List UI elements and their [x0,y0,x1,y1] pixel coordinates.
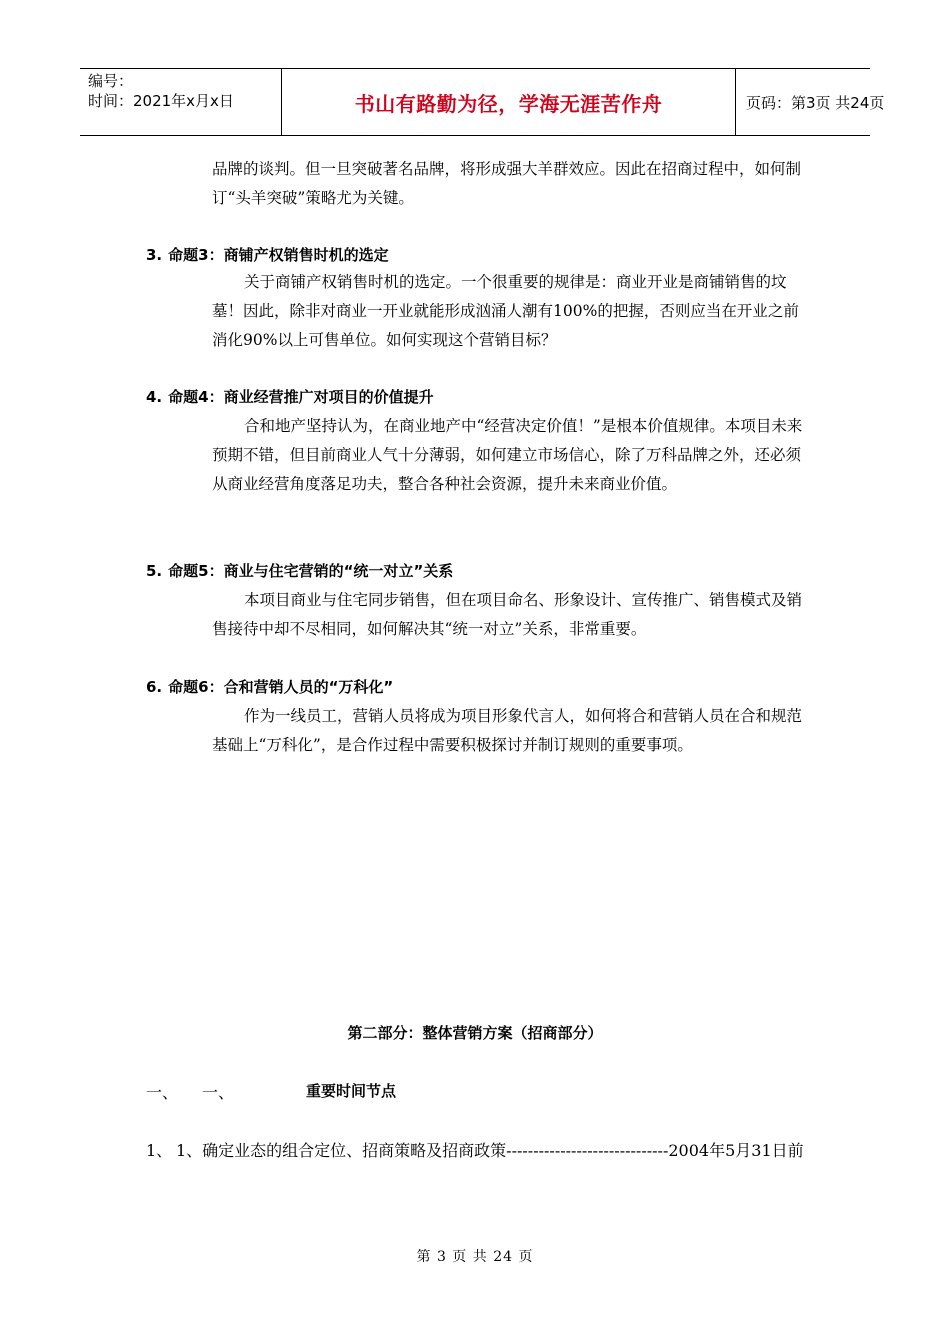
page-footer: 第 3 页 共 24 页 [416,1249,534,1265]
proposition-number: 4. [146,388,163,406]
proposition-heading [146,244,389,265]
proposition-body: 作为一线员工，营销人员将成为项目形象代言人，如何将合和营销人员在合和规范基础上“万科化”，是合作过程中需要积极探讨并制订规则的重要事项。 [212,707,803,754]
proposition-heading [146,676,393,697]
proposition-number: 3. [146,246,163,264]
part-title: 第二部分：整体营销方案（招商部分） [347,1024,603,1042]
list-marker: 1、 [146,1141,173,1160]
proposition-title: 命题4：商业经营推广对项目的价值提升 [168,388,434,406]
page-label: 页码：第3页 共24页 [746,93,885,112]
proposition-heading [146,386,434,407]
proposition-title: 命题6：合和营销人员的“万科化” [168,678,394,696]
proposition-title: 命题3：商铺产权销售时机的选定 [168,246,389,264]
page-header [80,68,885,136]
intro-paragraph: 品牌的谈判。但一旦突破著名品牌，将形成强大羊群效应。因此在招商过程中，如何制订“头羊突破”策略尤为关键。 [212,160,802,207]
section-marker: 一、 [202,1083,235,1102]
section-title: 重要时间节点 [306,1082,397,1100]
proposition-title: 命题5：商业与住宅营销的“统一对立”关系 [168,562,454,580]
section-marker: 一、 [146,1083,179,1102]
proposition-number: 5. [146,562,163,580]
proposition-heading [146,560,453,581]
proposition-number: 6. [146,678,163,696]
motto: 书山有路勤为径，学海无涯苦作舟 [354,91,663,116]
header-motto-cell [282,69,736,135]
proposition-body: 关于商铺产权销售时机的选定。一个很重要的规律是：商业开业是商铺销售的坟墓！因此，除非对商业一开业就能形成汹涌人潮有100%的把握，否则应当在开业之前消化90%以上可售单位。如何实现这个营销目标？ [212,273,799,349]
time-label: 时间：2021年x月x日 [88,92,234,110]
proposition-body: 本项目商业与住宅同步销售，但在项目命名、形象设计、宣传推广、销售模式及销售接待中却不尽相同，如何解决其“统一对立”关系，非常重要。 [212,591,803,638]
number-label: 编号： [88,72,134,90]
proposition-body: 合和地产坚持认为，在商业地产中“经营决定价值！”是根本价值规律。本项目未来预期不错，但目前商业人气十分薄弱，如何建立市场信心，除了万科品牌之外，还必须从商业经营角度落足功夫，整合各种社会资源，提升未来商业价值。 [212,417,803,493]
header-meta [80,69,282,135]
list-item-text: 1、确定业态的组合定位、招商策略及招商政策------------------------------2004年5月31日前 [176,1141,804,1160]
